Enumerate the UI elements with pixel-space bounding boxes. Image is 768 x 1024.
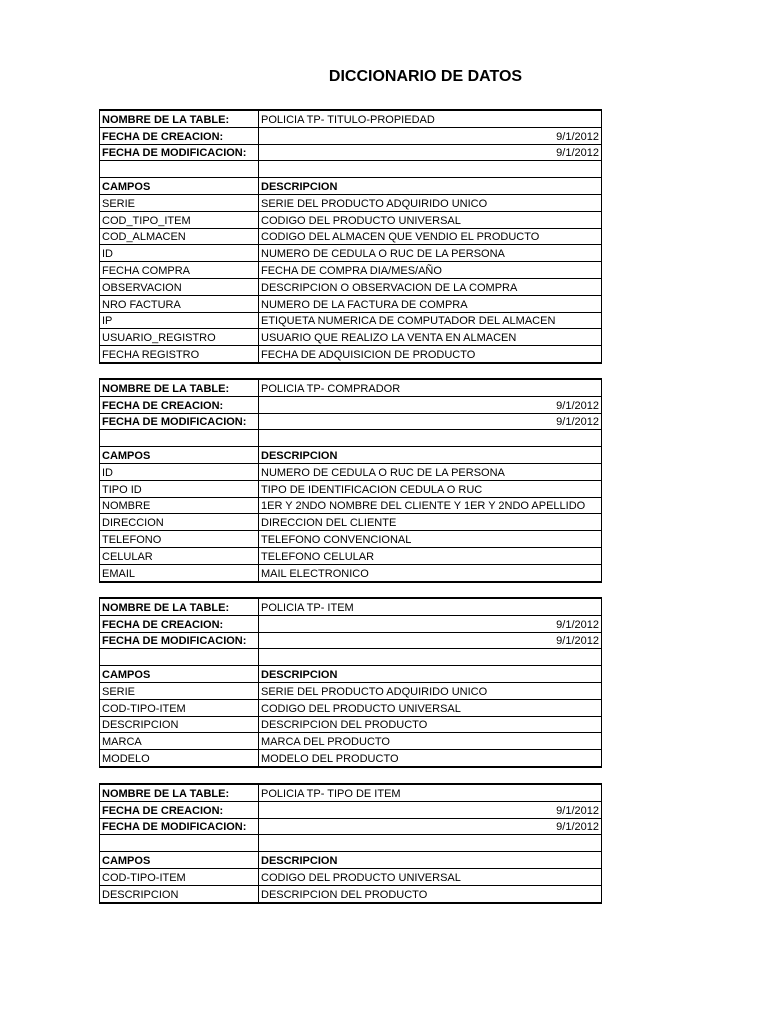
creation-date-value: 9/1/2012 [259,127,602,144]
field-description-cell: MARCA DEL PRODUCTO [259,733,602,750]
modification-date-label: FECHA DE MODIFICACION: [100,144,259,161]
column-header-row [100,178,602,195]
modification-date-value: 9/1/2012 [259,632,602,649]
field-row [100,547,602,564]
creation-date-label: FECHA DE CREACION: [100,396,259,413]
field-name-cell: ID [100,463,259,480]
field-row [100,716,602,733]
spacer-row [100,430,602,447]
field-name-cell: DESCRIPCION [100,716,259,733]
creation-date-value: 9/1/2012 [259,396,602,413]
field-row [100,346,602,363]
modification-date-value: 9/1/2012 [259,818,602,835]
field-description-cell: DESCRIPCION DEL PRODUCTO [259,885,602,902]
descripcion-header: DESCRIPCION [259,666,602,683]
field-description-cell: CODIGO DEL ALMACEN QUE VENDIO EL PRODUCTO [259,228,602,245]
field-row [100,699,602,716]
field-name-cell: DESCRIPCION [100,885,259,902]
field-row [100,682,602,699]
field-name-cell: COD-TIPO-ITEM [100,868,259,885]
field-description-cell: CODIGO DEL PRODUCTO UNIVERSAL [259,699,602,716]
page-title: DICCIONARIO DE DATOS [328,68,523,85]
field-description-cell: USUARIO QUE REALIZO LA VENTA EN ALMACEN [259,329,602,346]
field-description-cell: CODIGO DEL PRODUCTO UNIVERSAL [259,211,602,228]
field-row [100,750,602,767]
creation-date-label: FECHA DE CREACION: [100,801,259,818]
modification-date-value: 9/1/2012 [259,413,602,430]
creation-date-row [100,801,602,818]
creation-date-value: 9/1/2012 [259,615,602,632]
field-description-cell: DESCRIPCION O OBSERVACION DE LA COMPRA [259,278,602,295]
descripcion-header: DESCRIPCION [259,852,602,869]
field-description-cell: SERIE DEL PRODUCTO ADQUIRIDO UNICO [259,194,602,211]
field-row [100,194,602,211]
field-description-cell: TELEFONO CELULAR [259,547,602,564]
field-name-cell: COD_TIPO_ITEM [100,211,259,228]
table-name-value: POLICIA TP- COMPRADOR [259,379,602,396]
field-name-cell: SERIE [100,682,259,699]
creation-date-label: FECHA DE CREACION: [100,127,259,144]
field-name-cell: COD-TIPO-ITEM [100,699,259,716]
field-description-cell: MAIL ELECTRONICO [259,564,602,581]
field-row [100,885,602,902]
spacer-cell [259,161,602,178]
field-row [100,531,602,548]
creation-date-value: 9/1/2012 [259,801,602,818]
field-description-cell: DESCRIPCION DEL PRODUCTO [259,716,602,733]
field-description-cell: FECHA DE COMPRA DIA/MES/AÑO [259,262,602,279]
field-row [100,295,602,312]
spacer-row [100,161,602,178]
campos-header: CAMPOS [100,178,259,195]
spacer-cell [100,649,259,666]
field-description-cell: FECHA DE ADQUISICION DE PRODUCTO [259,346,602,363]
field-description-cell: 1ER Y 2NDO NOMBRE DEL CLIENTE Y 1ER Y 2NDO APELLIDO [259,497,602,514]
modification-date-row [100,632,602,649]
spacer-row [100,835,602,852]
modification-date-row [100,818,602,835]
field-name-cell: DIRECCION [100,514,259,531]
field-name-cell: IP [100,312,259,329]
creation-date-label: FECHA DE CREACION: [100,615,259,632]
field-name-cell: TELEFONO [100,531,259,548]
table-name-row [100,379,602,396]
campos-header: CAMPOS [100,852,259,869]
field-description-cell: DIRECCION DEL CLIENTE [259,514,602,531]
field-row [100,245,602,262]
modification-date-row [100,413,602,430]
field-name-cell: TIPO ID [100,480,259,497]
field-name-cell: NOMBRE [100,497,259,514]
field-description-cell: NUMERO DE CEDULA O RUC DE LA PERSONA [259,245,602,262]
spacer-cell [100,835,259,852]
modification-date-value: 9/1/2012 [259,144,602,161]
field-name-cell: COD_ALMACEN [100,228,259,245]
field-row [100,564,602,581]
spacer-row [100,649,602,666]
table-name-value: POLICIA TP- ITEM [259,598,602,615]
spacer-cell [100,430,259,447]
column-header-row [100,666,602,683]
field-name-cell: OBSERVACION [100,278,259,295]
creation-date-row [100,127,602,144]
modification-date-label: FECHA DE MODIFICACION: [100,818,259,835]
dictionary-table [99,783,602,904]
dictionary-table [99,597,602,768]
column-header-row [100,852,602,869]
field-row [100,278,602,295]
field-row [100,228,602,245]
table-name-label: NOMBRE DE LA TABLE: [100,379,259,396]
field-row [100,463,602,480]
dictionary-table [99,109,602,364]
spacer-cell [100,161,259,178]
table-name-value: POLICIA TP- TITULO-PROPIEDAD [259,110,602,127]
field-row [100,733,602,750]
field-description-cell: TIPO DE IDENTIFICACION CEDULA O RUC [259,480,602,497]
field-row [100,329,602,346]
field-name-cell: CELULAR [100,547,259,564]
field-row [100,480,602,497]
field-name-cell: MARCA [100,733,259,750]
field-description-cell: NUMERO DE CEDULA O RUC DE LA PERSONA [259,463,602,480]
table-name-label: NOMBRE DE LA TABLE: [100,598,259,615]
campos-header: CAMPOS [100,447,259,464]
table-name-label: NOMBRE DE LA TABLE: [100,110,259,127]
field-name-cell: FECHA COMPRA [100,262,259,279]
field-description-cell: ETIQUETA NUMERICA DE COMPUTADOR DEL ALMACEN [259,312,602,329]
descripcion-header: DESCRIPCION [259,447,602,464]
field-name-cell: NRO FACTURA [100,295,259,312]
campos-header: CAMPOS [100,666,259,683]
table-name-row [100,598,602,615]
field-description-cell: CODIGO DEL PRODUCTO UNIVERSAL [259,868,602,885]
creation-date-row [100,396,602,413]
modification-date-label: FECHA DE MODIFICACION: [100,632,259,649]
modification-date-label: FECHA DE MODIFICACION: [100,413,259,430]
field-row [100,497,602,514]
spacer-cell [259,430,602,447]
spacer-cell [259,835,602,852]
descripcion-header: DESCRIPCION [259,178,602,195]
spacer-cell [259,649,602,666]
table-name-label: NOMBRE DE LA TABLE: [100,784,259,801]
field-name-cell: USUARIO_REGISTRO [100,329,259,346]
field-description-cell: TELEFONO CONVENCIONAL [259,531,602,548]
field-name-cell: SERIE [100,194,259,211]
table-name-value: POLICIA TP- TIPO DE ITEM [259,784,602,801]
creation-date-row [100,615,602,632]
modification-date-row [100,144,602,161]
field-row [100,868,602,885]
field-name-cell: MODELO [100,750,259,767]
field-name-cell: FECHA REGISTRO [100,346,259,363]
field-row [100,514,602,531]
table-name-row [100,784,602,801]
dictionary-table [99,378,602,583]
field-row [100,211,602,228]
column-header-row [100,447,602,464]
field-row [100,262,602,279]
field-name-cell: EMAIL [100,564,259,581]
field-description-cell: MODELO DEL PRODUCTO [259,750,602,767]
field-description-cell: SERIE DEL PRODUCTO ADQUIRIDO UNICO [259,682,602,699]
field-row [100,312,602,329]
table-name-row [100,110,602,127]
field-name-cell: ID [100,245,259,262]
field-description-cell: NUMERO DE LA FACTURA DE COMPRA [259,295,602,312]
